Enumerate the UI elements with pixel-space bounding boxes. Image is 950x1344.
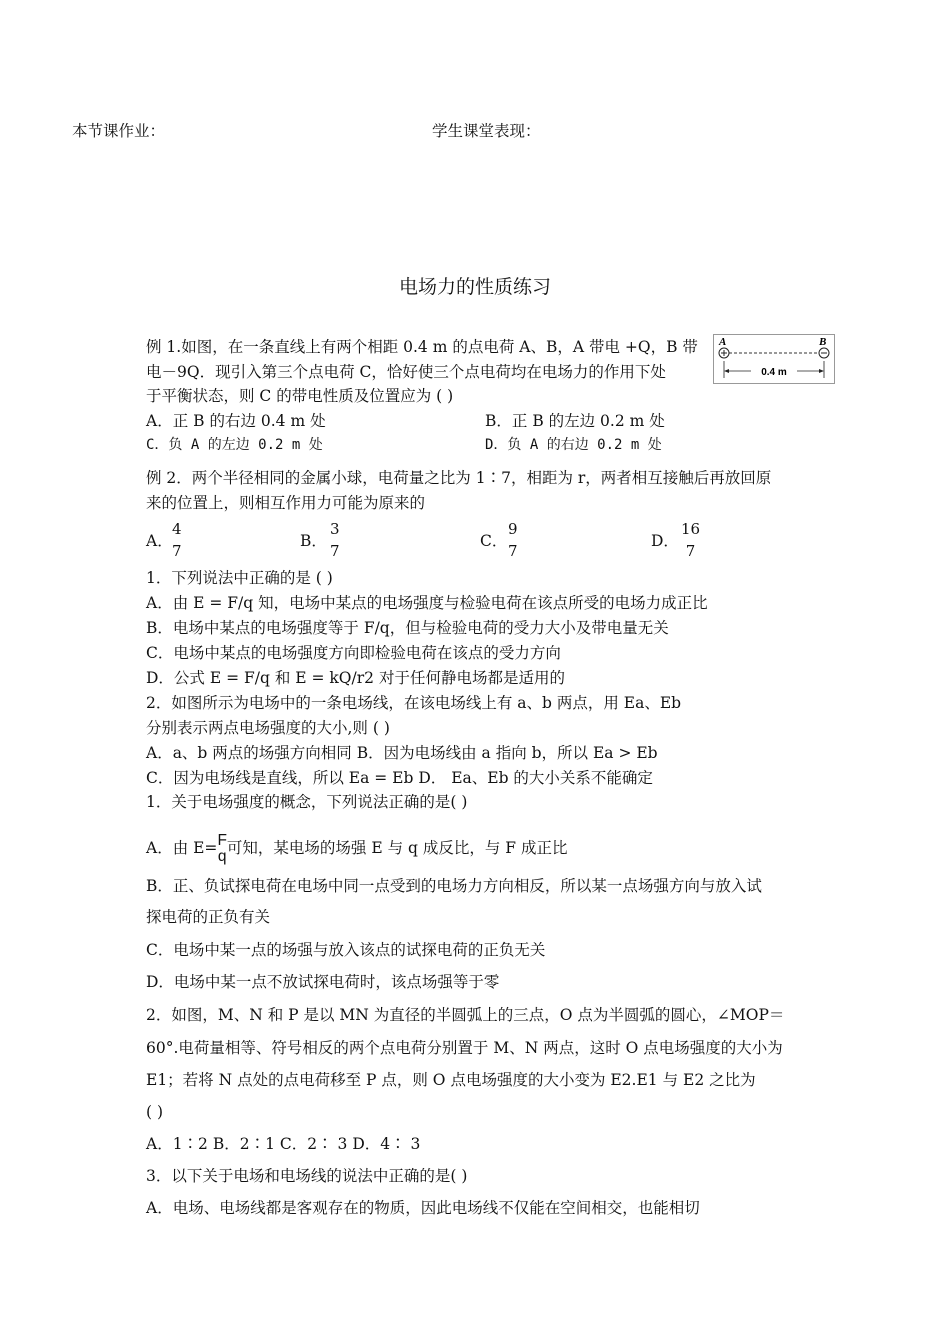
q1b-option-b-line1: B．正、负试探电荷在电场中同一点受到的电场力方向相反，所以某一点场强方向与放入试	[146, 877, 762, 895]
q3-stem: 3．以下关于电场和电场线的说法中正确的是( )	[146, 1167, 468, 1185]
q1b-option-a-suffix: 可知，某电场的场强 E 与 q 成反比，与 F 成正比	[226, 839, 568, 857]
q2a-stem-line2: 分别表示两点电场强度的大小,则 ( )	[146, 719, 390, 737]
fraction-denominator: 7	[172, 542, 182, 560]
fraction-denominator: 7	[685, 542, 696, 560]
distance-label: 0.4 m	[761, 367, 787, 378]
example1-line3: 于平衡状态，则 C 的带电性质及位置应为 ( )	[146, 387, 454, 405]
page-title: 电场力的性质练习	[398, 276, 551, 298]
fraction-numerator: 9	[508, 520, 518, 538]
positive-charge-icon	[719, 348, 729, 358]
q1a-option-b: B．电场中某点的电场强度等于 F/q，但与检验电荷的受力大小及带电量无关	[146, 619, 669, 637]
example2-option-c-fraction	[508, 518, 518, 562]
example1-option-a: A．正 B 的右边 0.4 m 处	[146, 412, 326, 430]
q2b-answer-bracket: ( )	[146, 1103, 164, 1121]
fraction-numerator: 4	[172, 520, 182, 538]
example2-line1: 例 2．两个半径相同的金属小球，电荷量之比为 1∶7，相距为 r，两者相互接触后再放回原	[146, 469, 772, 487]
example1-option-c: C．负 A 的左边 0.2 m 处	[146, 437, 323, 453]
q1b-option-b-line2: 探电荷的正负有关	[146, 908, 271, 926]
fraction-numerator: 3	[330, 520, 340, 538]
q1b-stem: 1．关于电场强度的概念，下列说法正确的是( )	[146, 793, 468, 811]
q2a-options-cd: C．因为电场线是直线，所以 Ea = Eb D． Ea、Eb 的大小关系不能确定	[146, 769, 653, 787]
example2-option-d-fraction	[681, 518, 700, 562]
fraction-denominator: q	[217, 848, 227, 865]
q2b-stem-line3: E1；若将 N 点处的点电荷移至 P 点，则 O 点电场强度的大小变为 E2.E1 与 E2 之比为	[146, 1071, 756, 1089]
q1b-option-d: D．电场中某一点不放试探电荷时，该点场强等于零	[146, 973, 500, 991]
q2b-stem-line2: 60°.电荷量相等、符号相反的两个点电荷分别置于 M、N 两点，这时 O 点电场强度的大小为	[146, 1039, 783, 1057]
charge-diagram	[713, 334, 835, 384]
example1-option-d: D．负 A 的右边 0.2 m 处	[485, 437, 662, 453]
example1-line1: 例 1.如图，在一条直线上有两个相距 0.4 m 的点电荷 A、B，A 带电 +Q，B 带	[146, 338, 698, 356]
example1-line2: 电－9Q．现引入第三个点电荷 C，恰好使三个点电荷均在电场力的作用下处	[146, 363, 666, 381]
example2-option-b-fraction	[330, 518, 340, 562]
q2a-stem-line1: 2．如图所示为电场中的一条电场线，在该电场线上有 a、b 两点，用 Ea、Eb	[146, 694, 682, 712]
q1a-option-d: D．公式 E = F/q 和 E = kQ/r2 对于任何静电场都是适用的	[146, 669, 565, 687]
example2-option-b-label: B．	[300, 532, 327, 550]
example2-option-c-label: C．	[480, 532, 508, 550]
q1a-option-a: A．由 E = F/q 知，电场中某点的电场强度与检验电荷在该点所受的电场力成正比	[146, 594, 708, 612]
fraction-denominator: 7	[508, 542, 518, 560]
q1b-option-a-prefix: A．由 E=	[146, 839, 218, 857]
label-a: A	[719, 336, 727, 348]
q1b-fraction	[217, 833, 226, 865]
performance-label: 学生课堂表现：	[432, 122, 541, 140]
q3-option-a: A．电场、电场线都是客观存在的物质，因此电场线不仅能在空间相交，也能相切	[146, 1199, 700, 1217]
q1a-option-c: C．电场中某点的电场强度方向即检验电荷在该点的受力方向	[146, 644, 561, 662]
q2a-options-ab: A．a、b 两点的场强方向相同 B．因为电场线由 a 指向 b，所以 Ea > Eb	[146, 744, 658, 762]
q1a-stem: 1．下列说法中正确的是 ( )	[146, 569, 333, 587]
q1b-option-a	[146, 833, 567, 865]
negative-charge-icon	[819, 348, 829, 358]
homework-label: 本节课作业：	[72, 122, 166, 140]
example2-option-a-label: A．	[146, 532, 173, 550]
q2b-options: A．1∶2 B．2∶1 C．2∶ 3 D．4∶ 3	[146, 1135, 421, 1153]
example2-option-a-fraction	[172, 518, 182, 562]
fraction-numerator: F	[217, 832, 227, 849]
label-b: B	[819, 336, 827, 348]
q1b-option-c: C．电场中某一点的场强与放入该点的试探电荷的正负无关	[146, 941, 546, 959]
fraction-denominator: 7	[330, 542, 340, 560]
example2-line2: 来的位置上，则相互作用力可能为原来的	[146, 494, 426, 512]
example1-option-b: B．正 B 的左边 0.2 m 处	[485, 412, 665, 430]
q2b-stem-line1: 2．如图，M、N 和 P 是以 MN 为直径的半圆弧上的三点，O 点为半圆弧的圆心，∠MOP＝	[146, 1006, 785, 1024]
example2-option-d-label: D．	[651, 532, 679, 550]
fraction-numerator: 16	[681, 520, 701, 538]
